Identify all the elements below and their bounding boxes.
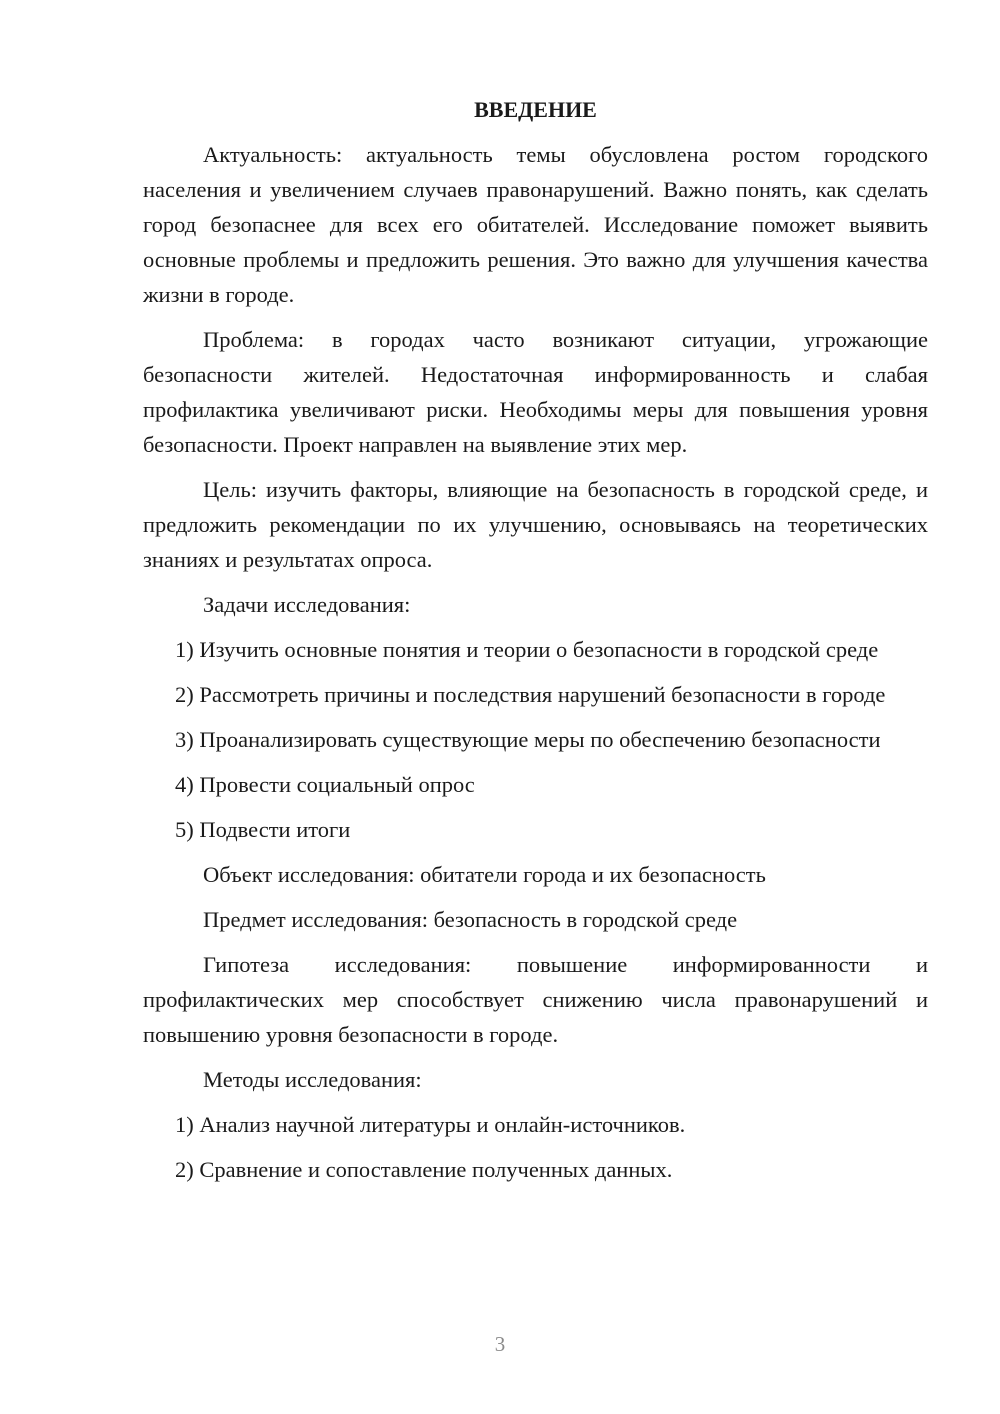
methods-heading: Методы исследования: [203, 1067, 422, 1092]
method-item-1: 1) Анализ научной литературы и онлайн-источников. [175, 1112, 686, 1137]
goal-paragraph: Цель: изучить факторы, влияющие на безопасность в городской среде, и предложить рекомендации по их улучшению, основываясь на теоретических знаниях и результатах опроса. [143, 477, 928, 572]
subject-line: Предмет исследования: безопасность в городской среде [203, 907, 738, 932]
object-line: Объект исследования: обитатели города и их безопасность [203, 862, 766, 887]
task-item-2: 2) Рассмотреть причины и последствия нарушений безопасности в городе [175, 682, 886, 707]
tasks-heading: Задачи исследования: [203, 592, 411, 617]
relevance-paragraph: Актуальность: актуальность темы обусловлена ростом городского населения и увеличением случаев правонарушений. Важно понять, как сделать город безопаснее для всех его обитателей. Исследование поможет выявить основные проблемы и предложить решения. Это важно для улучшения качества жизни в городе. [143, 142, 928, 307]
task-item-5: 5) Подвести итоги [175, 817, 351, 842]
document-page [143, 90, 928, 1197]
section-title: ВВЕДЕНИЕ [474, 97, 597, 122]
task-item-4: 4) Провести социальный опрос [175, 772, 475, 797]
task-item-3: 3) Проанализировать существующие меры по обеспечению безопасности [175, 727, 881, 752]
hypothesis-paragraph: Гипотеза исследования: повышение информированности и профилактических мер способствует снижению числа правонарушений и повышению уровня безопасности в городе. [143, 952, 928, 1047]
method-item-2: 2) Сравнение и сопоставление полученных данных. [175, 1157, 673, 1182]
problem-paragraph: Проблема: в городах часто возникают ситуации, угрожающие безопасности жителей. Недостаточная информированность и слабая профилактика увеличивают риски. Необходимы меры для повышения уровня безопасности. Проект направлен на выявление этих мер. [143, 327, 928, 457]
page-number: 3 [494, 1332, 506, 1356]
task-item-1: 1) Изучить основные понятия и теории о безопасности в городской среде [175, 637, 879, 662]
